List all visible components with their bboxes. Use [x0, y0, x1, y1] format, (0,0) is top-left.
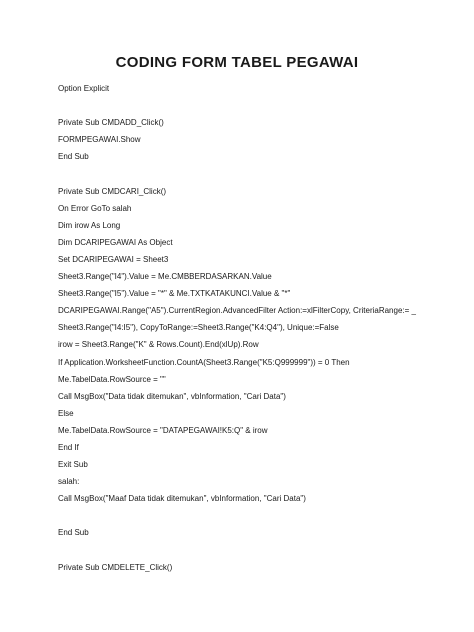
code-line: FORMPEGAWAI.Show [58, 135, 141, 145]
code-line: Dim DCARIPEGAWAI As Object [58, 237, 173, 247]
code-line: Call MsgBox("Maaf Data tidak ditemukan", vbInformation, "Cari Data") [58, 494, 306, 504]
code-line: Private Sub CMDADD_Click() [58, 118, 164, 128]
code-line: On Error GoTo salah [58, 203, 132, 213]
code-line: Else [58, 408, 74, 418]
code-line: Private Sub CMDELETE_Click() [58, 562, 173, 572]
code-line: DCARIPEGAWAI.Range("A5").CurrentRegion.AdvancedFilter Action:=xlFilterCopy, CriteriaRange:= _ [58, 306, 416, 316]
code-line: If Application.WorksheetFunction.CountA(Sheet3.Range("K5:Q999999")) = 0 Then [58, 357, 350, 367]
code-line: Exit Sub [58, 460, 88, 470]
blank-line [58, 97, 458, 114]
code-line: End If [58, 442, 79, 452]
code-listing [58, 80, 458, 576]
code-line: Me.TabelData.RowSource = "" [58, 374, 166, 384]
code-line: salah: [58, 477, 80, 487]
blank-line [58, 542, 458, 559]
code-line: Sheet3.Range("I4:I5"), CopyToRange:=Sheet3.Range("K4:Q4"), Unique:=False [58, 323, 339, 333]
code-line: Call MsgBox("Data tidak ditemukan", vbInformation, "Cari Data") [58, 391, 286, 401]
document-title: CODING FORM TABEL PEGAWAI [115, 54, 359, 71]
code-line: Set DCARIPEGAWAI = Sheet3 [58, 254, 169, 264]
blank-line [58, 507, 458, 524]
code-line: Sheet3.Range("I4").Value = Me.CMBBERDASARKAN.Value [58, 272, 272, 282]
blank-line [58, 165, 458, 182]
code-line: End Sub [58, 152, 89, 162]
code-line: Me.TabelData.RowSource = "DATAPEGAWAI!K5:Q" & irow [58, 425, 268, 435]
code-line: Sheet3.Range("I5").Value = "*" & Me.TXTKATAKUNCI.Value & "*" [58, 289, 291, 299]
code-line: Private Sub CMDCARI_Click() [58, 186, 167, 196]
code-line: Option Explicit [58, 84, 110, 93]
code-line: End Sub [58, 528, 89, 538]
code-line: irow = Sheet3.Range("K" & Rows.Count).End(xlUp).Row [58, 340, 259, 350]
code-line: Dim irow As Long [58, 220, 121, 230]
